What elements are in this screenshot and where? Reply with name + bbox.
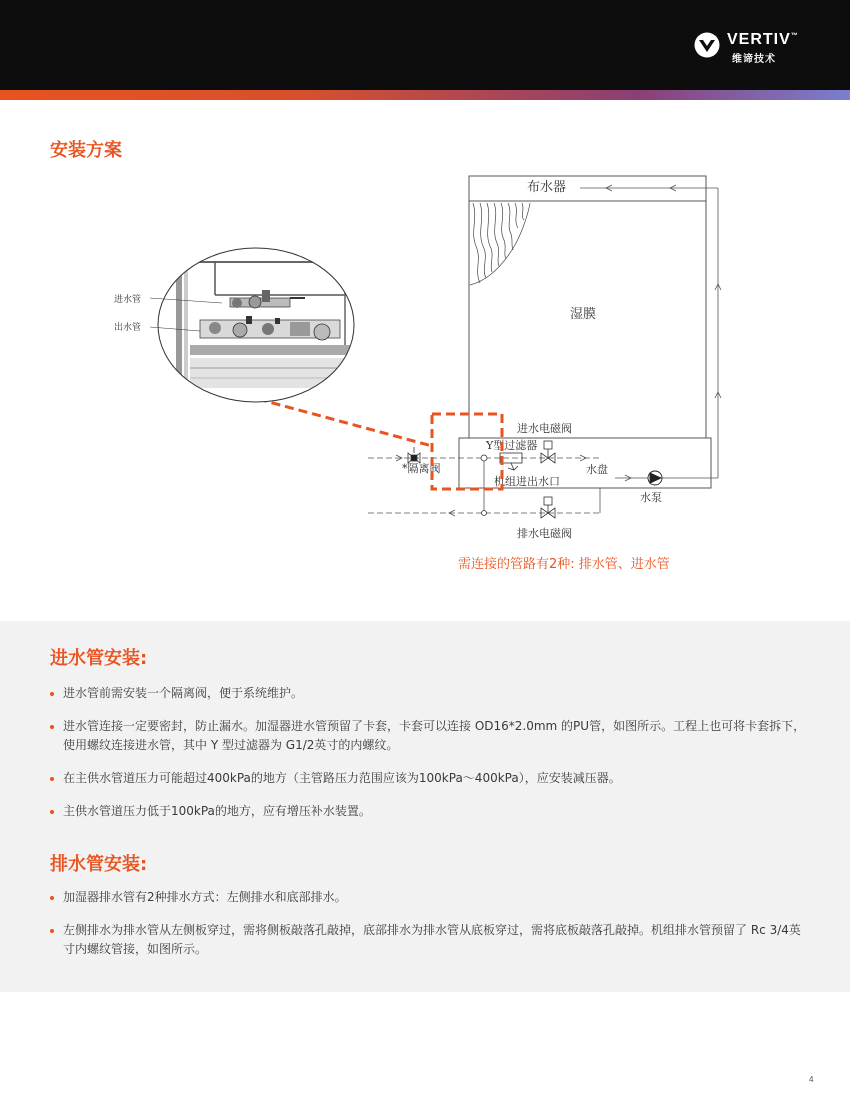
drain-solenoid-label: 排水电磁阀 <box>517 527 572 540</box>
vertiv-logo <box>694 30 824 66</box>
installation-diagram <box>0 160 850 600</box>
distributor-label: 布水器 <box>527 180 567 195</box>
vertiv-chevron-icon <box>694 32 720 58</box>
inlet-section-title: 进水管安装: <box>50 648 148 669</box>
y-filter-label: Y型过滤器 <box>486 439 538 452</box>
list-item: 加湿器排水管有2种排水方式：左侧排水和底部排水。 <box>50 888 810 907</box>
brand-chinese-name: 维谛技术 <box>732 54 776 65</box>
brand-name: VERTIV™ <box>727 31 799 48</box>
inlet-bullet-list <box>50 684 810 821</box>
drain-section-title: 排水管安装: <box>50 854 148 875</box>
section-title-install-plan: 安装方案 <box>50 140 122 161</box>
page-number: 4 <box>809 1075 814 1084</box>
diagram-caption: 需连接的管路有2种: 排水管、进水管 <box>458 557 670 572</box>
wet-film-pattern <box>470 203 530 285</box>
list-item: 在主供水管道压力可能超过400kPa的地方（主管路压力范围应该为100kPa～400kPa），应安装减压器。 <box>50 769 810 788</box>
drain-solenoid-symbol <box>541 497 555 518</box>
water-tray-label: 水盘 <box>586 463 608 476</box>
list-item: 左侧排水为排水管从左侧板穿过，需将侧板敲落孔敲掉，底部排水为排水管从底板穿过，需将底板敲落孔敲掉。机组排水管预留了 Rc 3/4英寸内螺纹管接，如图所示。 <box>50 921 810 959</box>
unit-inlet-outlet-label: 机组进出水口 <box>494 475 560 488</box>
pump-symbol <box>648 471 662 485</box>
list-item: 进水管前需安装一个隔离阀，便于系统维护。 <box>50 684 810 703</box>
list-item: 主供水管道压力低于100kPa的地方，应有增压补水装置。 <box>50 802 810 821</box>
callout-inlet-pipe-label: 进水管 <box>114 295 142 305</box>
isolation-valve-label: *隔离阀 <box>402 462 441 475</box>
callout-pointer-line <box>258 399 432 446</box>
zoom-detail-ellipse <box>150 245 360 405</box>
header-gradient-stripe <box>0 90 850 100</box>
isolation-valve-symbol <box>408 447 420 463</box>
drain-bullet-list <box>50 888 810 959</box>
callout-outlet-pipe-label: 出水管 <box>114 323 142 333</box>
pump-label: 水泵 <box>640 491 662 504</box>
inlet-solenoid-label: 进水电磁阀 <box>517 422 572 435</box>
list-item: 进水管连接一定要密封，防止漏水。加湿器进水管预留了卡套，卡套可以连接 OD16*2.0mm 的PU管，如图所示。工程上也可将卡套拆下，使用螺纹连接进水管，其中 Y 型过滤器为 G1/2英寸的内螺纹。 <box>50 717 810 755</box>
wet-film-label: 湿膜 <box>570 307 597 322</box>
page-header <box>0 0 850 90</box>
inlet-solenoid-symbol <box>541 441 555 463</box>
